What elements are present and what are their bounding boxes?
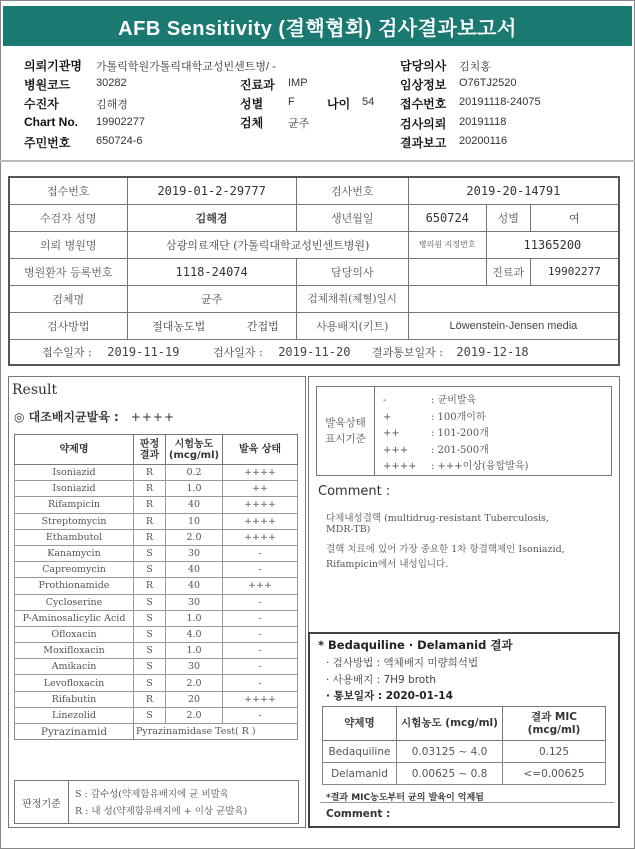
drug-name-cell: Ofloxacin (15, 626, 134, 642)
drug-name-cell: Isoniazid (15, 465, 134, 481)
institution-label: 의뢰기관명 (24, 59, 82, 73)
info-dept-label: 진료과 (486, 258, 530, 285)
conc-cell: 40 (166, 562, 223, 578)
drug-row (15, 545, 298, 561)
conc-cell: 40 (166, 497, 223, 513)
result-cell: R (134, 497, 166, 513)
result-cell: S (134, 594, 166, 610)
legend-symbol: ++++ (383, 461, 417, 472)
hospital-code-label: 병원코드 (24, 78, 71, 92)
hospital-code-value: 30282 (96, 77, 127, 89)
doctor-value: 김치홍 (459, 61, 491, 73)
result-cell: S (134, 659, 166, 675)
extra-title: * Bedaquiline · Delamanid 결과 (318, 638, 513, 652)
info-test-no-value: 2019-20-14791 (408, 177, 619, 204)
drug-row (15, 707, 298, 723)
growth-cell: ++++ (223, 497, 298, 513)
drug-row (15, 513, 298, 529)
info-sex-value: 여 (530, 204, 619, 231)
info-method-label: 검사방법 (9, 312, 127, 339)
drug-name-cell: Levofloxacin (15, 675, 134, 691)
drug-susceptibility-table (14, 434, 298, 740)
legend-label-line2: 표시기준 (325, 433, 366, 445)
resident-id-label: 주민번호 (24, 136, 71, 150)
mic-value-cell: 0.125 (503, 741, 606, 763)
legend-row (383, 457, 528, 472)
comment-line-2: MDR-TB) (326, 524, 371, 535)
institution-value: 가톨릭학원가톨릭대학교성빈센트병/ - (96, 61, 276, 73)
drug-row (15, 643, 298, 659)
drug-name-cell: Prothionamide (15, 578, 134, 594)
receipt-no-value: 20191118-24075 (459, 96, 541, 108)
growth-cell: ++++ (223, 465, 298, 481)
request-date-label: 검사의뢰 (400, 117, 447, 131)
conc-cell: 1.0 (166, 610, 223, 626)
conc-col-header: 시험농도 (mcg/ml) (166, 435, 223, 465)
info-receipt-value: 2019-01-2-29777 (127, 177, 296, 204)
specimen-value: 균주 (288, 118, 310, 130)
drug-row (15, 481, 298, 497)
patient-label: 수진자 (24, 97, 59, 111)
growth-cell: +++ (223, 578, 298, 594)
drug-name-cell: Moxifloxacin (15, 643, 134, 659)
criteria-box (14, 780, 299, 824)
result-cell: R (134, 513, 166, 529)
info-doctor-value (408, 258, 486, 285)
growth-cell: - (223, 610, 298, 626)
growth-cell: ++ (223, 481, 298, 497)
legend-desc: : 균비발육 (431, 395, 477, 406)
growth-cell: - (223, 675, 298, 691)
comment-line-4: Rifampicin에서 내성입니다. (326, 559, 449, 570)
legend-label (317, 387, 375, 475)
extra-medium: · 사용배지 : 7H9 broth (326, 674, 437, 686)
legend-desc: : 100개이하 (431, 411, 486, 423)
department-label: 진료과 (240, 78, 275, 92)
request-date-value: 20191118 (459, 116, 507, 128)
result-cell: R (134, 481, 166, 497)
result-col-header: 판정 결과 (134, 435, 166, 465)
legend-row (383, 408, 486, 423)
info-hospital-value: 삼광의료재단 (가톨릭대학교성빈센트병원) (127, 231, 408, 258)
result-cell: R (134, 578, 166, 594)
drug-row (15, 691, 298, 707)
mic-result-header: 결과 MIC (mcg/ml) (503, 707, 606, 741)
mic-note: *결과 MIC농도부터 균의 발육이 억제됨 (326, 793, 484, 803)
info-doctor-label: 담당의사 (296, 258, 408, 285)
drug-row (15, 675, 298, 691)
info-medium-value: Löwenstein-Jensen media (408, 312, 619, 339)
specimen-label: 검체 (240, 116, 264, 130)
drug-name-cell: Kanamycin (15, 545, 134, 561)
info-designated-label: 병의원 지정번호 (408, 231, 486, 258)
pyrazinamid-value: Pyrazinamidase Test( R ) (134, 724, 298, 740)
info-collect-label: 검체채취(체혈)일시 (296, 285, 408, 312)
mic-value-cell: <=0.00625 (503, 763, 606, 785)
resident-id-value: 650724-6 (96, 135, 143, 147)
notify-date-value: 2019-12-18 (456, 344, 529, 359)
info-medium-label: 사용배지(키트) (296, 312, 408, 339)
info-dates-row (9, 339, 619, 365)
growth-cell: - (223, 594, 298, 610)
drug-name-cell: Cycloserine (15, 594, 134, 610)
legend-symbol: +++ (383, 444, 409, 456)
conc-cell: 4.0 (166, 626, 223, 642)
legend-desc: : 201-500개 (431, 444, 489, 456)
result-cell: S (134, 675, 166, 691)
header-divider (0, 160, 635, 162)
receipt-no-label: 접수번호 (400, 97, 447, 111)
info-sex-label: 성별 (486, 204, 530, 231)
info-receipt-label: 접수번호 (9, 177, 127, 204)
sex-label: 성별 (240, 97, 264, 111)
growth-cell: - (223, 643, 298, 659)
comment-line-1: 다제내성결핵 (multidrug-resistant Tuberculosis, (326, 513, 549, 524)
conc-cell: 2.0 (166, 675, 223, 691)
legend-symbol: ++ (383, 428, 400, 439)
info-dept-value: 19902277 (530, 258, 619, 285)
info-reg-value: 1118-24074 (127, 258, 296, 285)
drug-name-cell: Streptomycin (15, 513, 134, 529)
info-name-value: 김해경 (127, 204, 296, 231)
culture-growth-label: ◎ 대조배지균발육 : (14, 410, 119, 424)
culture-growth (14, 408, 175, 425)
patient-value: 김해경 (96, 99, 128, 111)
info-specimen-label: 검체명 (9, 285, 127, 312)
criteria-r: R : 내 성(약제함유배지에 + 이상 균발육) (75, 806, 248, 817)
growth-cell: ++++ (223, 691, 298, 707)
conc-cell: 2.0 (166, 707, 223, 723)
mic-drug-cell: Bedaquiline (323, 741, 397, 763)
drug-name-cell: Amikacin (15, 659, 134, 675)
legend-symbol: - (383, 395, 387, 406)
drug-name-cell: Isoniazid (15, 481, 134, 497)
conc-cell: 30 (166, 659, 223, 675)
comment-line-3: 결핵 치료에 있어 가장 중요한 1차 항결핵제인 Isoniazid, (326, 544, 565, 555)
growth-cell: - (223, 562, 298, 578)
result-cell: S (134, 545, 166, 561)
legend-label-line1: 발육상태 (325, 417, 366, 429)
result-cell: R (134, 529, 166, 545)
age-value: 54 (362, 96, 375, 108)
receipt-date-value: 2019-11-19 (107, 344, 180, 359)
legend-desc: : 101-200개 (431, 428, 489, 439)
info-name-label: 수검자 성명 (9, 204, 127, 231)
criteria-label: 판정기준 (15, 781, 69, 823)
drug-row (15, 562, 298, 578)
info-test-no-label: 검사번호 (296, 177, 408, 204)
patient-info-table (8, 176, 620, 366)
growth-legend (316, 386, 612, 476)
mic-conc-cell: 0.00625 ~ 0.8 (397, 763, 503, 785)
notify-date-label: 결과통보일자 : (371, 345, 443, 359)
conc-cell: 1.0 (166, 481, 223, 497)
extra-notify: · 통보일자 : 2020-01-14 (326, 690, 453, 702)
conc-cell: 1.0 (166, 643, 223, 659)
drug-row (15, 610, 298, 626)
result-cell: S (134, 643, 166, 659)
info-birth-label: 생년월일 (296, 204, 408, 231)
conc-cell: 10 (166, 513, 223, 529)
growth-cell: - (223, 659, 298, 675)
result-heading: Result (12, 382, 58, 398)
conc-cell: 0.2 (166, 465, 223, 481)
conc-cell: 30 (166, 594, 223, 610)
result-cell: R (134, 691, 166, 707)
result-cell: S (134, 707, 166, 723)
drug-row (15, 529, 298, 545)
legend-desc: : +++이상(융합발육) (431, 461, 529, 472)
mic-comment-label: Comment : (326, 808, 391, 820)
drug-row (15, 497, 298, 513)
info-hospital-label: 의뢰 병원명 (9, 231, 127, 258)
report-title: AFB Sensitivity (결핵협회) 검사결과보고서 (3, 6, 632, 46)
result-cell: R (134, 465, 166, 481)
drug-name-cell: P-Aminosalicylic Acid (15, 610, 134, 626)
info-method-value-2: 간접법 (230, 312, 296, 339)
info-designated-value: 11365200 (486, 231, 619, 258)
info-collect-value (408, 285, 619, 312)
info-method-value-1: 절대농도법 (127, 312, 230, 339)
drug-row (15, 659, 298, 675)
test-date-value: 2019-11-20 (278, 344, 351, 359)
report-date-value: 20200116 (459, 135, 508, 147)
legend-row (383, 424, 489, 439)
conc-cell: 40 (166, 578, 223, 594)
comment-heading: Comment : (318, 484, 391, 499)
clinical-info-label: 임상정보 (400, 78, 447, 92)
mic-table (322, 706, 606, 785)
conc-cell: 20 (166, 691, 223, 707)
conc-cell: 2.0 (166, 529, 223, 545)
drug-row (15, 626, 298, 642)
mic-drug-header: 약제명 (323, 707, 397, 741)
drug-row (15, 594, 298, 610)
drug-name-cell: Capreomycin (15, 562, 134, 578)
info-specimen-value: 균주 (127, 285, 296, 312)
growth-col-header: 발육 상태 (223, 435, 298, 465)
legend-symbol: + (383, 411, 392, 423)
sex-value: F (288, 96, 295, 108)
mic-drug-cell: Delamanid (323, 763, 397, 785)
extra-method: · 검사방법 : 액체배지 미량희석법 (326, 657, 479, 669)
growth-cell: - (223, 707, 298, 723)
mic-conc-header: 시험농도 (mcg/ml) (397, 707, 503, 741)
drug-name-cell: Rifabutin (15, 691, 134, 707)
drug-name-cell: Rifampicin (15, 497, 134, 513)
drug-col-header: 약제명 (15, 435, 134, 465)
info-reg-label: 병원환자 등록번호 (9, 258, 127, 285)
doctor-label: 담당의사 (400, 59, 447, 73)
result-cell: S (134, 626, 166, 642)
growth-cell: - (223, 626, 298, 642)
growth-cell: ++++ (223, 513, 298, 529)
pyrazinamid-name: Pyrazinamid (15, 724, 134, 740)
chart-no-label: Chart No. (24, 115, 78, 129)
clinical-info-value: O76TJ2520 (459, 77, 517, 89)
culture-growth-value: ++++ (130, 410, 175, 424)
drug-row (15, 578, 298, 594)
result-cell: S (134, 562, 166, 578)
chart-no-value: 19902277 (96, 116, 145, 128)
report-date-label: 결과보고 (400, 136, 447, 150)
age-label: 나이 (327, 97, 351, 111)
drug-name-cell: Ethambutol (15, 529, 134, 545)
conc-cell: 30 (166, 545, 223, 561)
legend-row (383, 391, 476, 406)
department-value: IMP (288, 77, 308, 89)
result-cell: S (134, 610, 166, 626)
drug-name-cell: Linezolid (15, 707, 134, 723)
receipt-date-label: 접수일자 : (42, 345, 92, 359)
legend-row (383, 441, 489, 456)
growth-cell: ++++ (223, 529, 298, 545)
mic-conc-cell: 0.03125 ~ 4.0 (397, 741, 503, 763)
test-date-label: 검사일자 : (212, 345, 263, 359)
drug-row (15, 465, 298, 481)
growth-cell: - (223, 545, 298, 561)
info-birth-value: 650724 (408, 204, 486, 231)
criteria-s: S : 감수성(약제함유배지에 균 비발육 (75, 789, 229, 800)
